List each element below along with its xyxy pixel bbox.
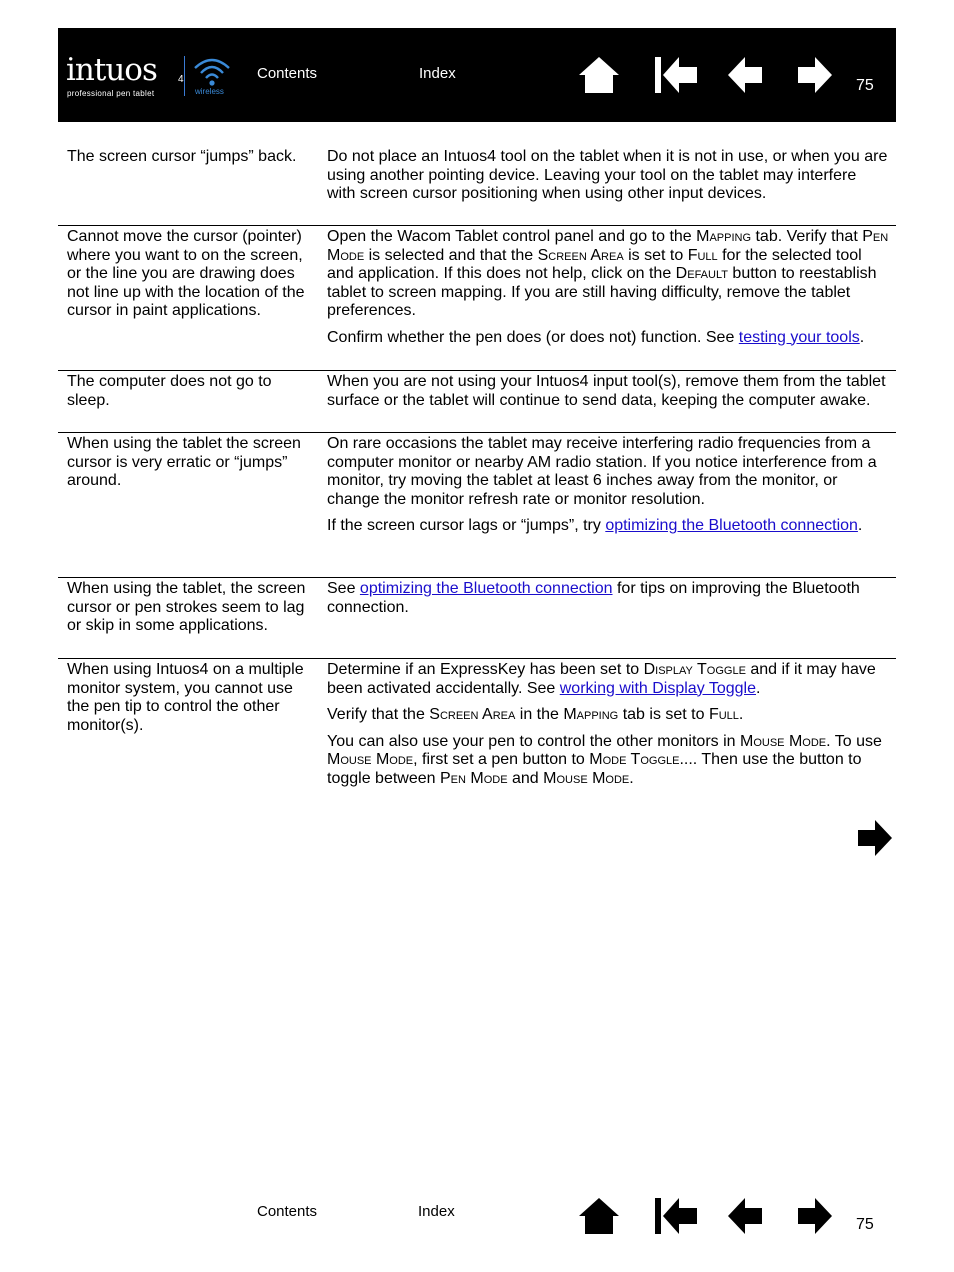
solution-text: See optimizing the Bluetooth connection for tips on improving the Bluetooth connection. — [327, 580, 860, 616]
footer-first-page-icon[interactable] — [654, 1197, 698, 1235]
ui-term: Full — [687, 246, 718, 264]
ui-term: Full — [708, 706, 739, 723]
solution-text: On rare occasions the tablet may receive interfering radio frequencies from a computer monitor or nearby AM radio station. If you notice interference from a monitor, try moving the tablet at least 6 inches away from the monitor, or change the monitor refresh rate or monitor resolution. — [327, 435, 877, 508]
ui-term: Mode Toggle... — [589, 751, 693, 768]
problem-cell: The computer does not go to sleep. — [67, 373, 272, 409]
problem-cell: When using Intuos4 on a multiple monitor system, you cannot use the pen tip to control the other monitor(s). — [67, 661, 304, 734]
solution-text: Determine if an ExpressKey has been set to Display Toggle and if it may have been activated accidentally. See working with Display Toggle. — [327, 661, 876, 697]
solution-cell — [327, 228, 889, 355]
solution-text: Open the Wacom Tablet control panel and go to the Mapping tab. Verify that Pen Mode is selected and that the Screen Area is set to Full for the selected tool and application. If this does not help, click on the Default button to reestablish tablet to screen mapping. If you are still having difficulty, remove the tablet preferences. — [327, 228, 889, 319]
solution-text: You can also use your pen to control the other monitors in Mouse Mode. To use Mouse Mode, first set a pen button to Mode Toggle.... Then use the button to toggle between Pen Mode and Mouse Mode. — [327, 732, 882, 787]
footer-previous-page-icon[interactable] — [727, 1197, 763, 1235]
ui-term: Mouse Mode — [740, 732, 827, 750]
footer-next-page-icon[interactable] — [797, 1197, 833, 1235]
table-row — [58, 659, 896, 809]
table-row — [58, 371, 896, 433]
footer-page-number: 75 — [856, 1216, 874, 1233]
optimizing-bluetooth-link[interactable]: optimizing the Bluetooth connection — [605, 517, 858, 534]
table-row — [58, 578, 896, 659]
footer-contents-link[interactable]: Contents — [257, 1203, 318, 1220]
home-icon[interactable] — [578, 56, 620, 94]
solution-text: Do not place an Intuos4 tool on the tablet when it is not in use, or when you are using another pointing device. Leaving your tool on the tablet may interfere with screen cursor positioning when using other input devices. — [327, 148, 888, 202]
solution-cell — [327, 661, 889, 796]
problem-cell: When using the tablet the screen cursor is very erratic or “jumps” around. — [67, 435, 301, 489]
header-bar — [58, 28, 896, 122]
table-row — [58, 433, 896, 578]
ui-term: Screen Area — [429, 706, 516, 723]
ui-term: Mapping — [696, 228, 752, 245]
footer-index-link[interactable]: Index — [418, 1203, 455, 1220]
ui-term: Pen Mode — [327, 228, 889, 264]
previous-page-icon[interactable] — [727, 56, 763, 94]
problem-cell: The screen cursor “jumps” back. — [67, 148, 297, 165]
ui-term: Default — [675, 265, 728, 282]
display-toggle-link[interactable]: working with Display Toggle — [559, 679, 756, 697]
ui-term: Pen Mode — [439, 769, 508, 787]
problem-cell: Cannot move the cursor (pointer) where you want to on the screen, or the line you are drawing does not line up with the location of the cursor in paint applications. — [67, 228, 305, 319]
continue-arrow-icon[interactable] — [857, 819, 893, 857]
intuos-logo — [66, 52, 184, 98]
logo-suffix: 4 — [178, 74, 184, 85]
wireless-icon — [192, 54, 232, 88]
logo-divider — [184, 56, 185, 96]
solution-text: When you are not using your Intuos4 input tool(s), remove them from the tablet surface or the tablet will continue to send data, keeping the computer awake. — [327, 373, 886, 409]
index-link[interactable]: Index — [419, 65, 456, 82]
testing-tools-link[interactable]: testing your tools — [738, 328, 860, 346]
ui-term: Mapping — [563, 706, 619, 723]
solution-cell — [327, 580, 889, 625]
next-page-icon[interactable] — [797, 56, 833, 94]
logo-wordmark: intuos — [66, 52, 157, 88]
contents-link[interactable]: Contents — [257, 65, 318, 82]
solution-text: Verify that the Screen Area in the Mapping tab is set to Full. — [327, 706, 744, 723]
solution-cell — [327, 435, 889, 544]
first-page-icon[interactable] — [654, 56, 698, 94]
wireless-label: wireless — [195, 87, 224, 96]
ui-term: Display Toggle — [643, 661, 746, 678]
solution-cell — [327, 148, 889, 212]
ui-term: Mouse Mode — [327, 751, 414, 768]
footer-home-icon[interactable] — [578, 1197, 620, 1235]
ui-term: Screen Area — [537, 246, 624, 264]
table-row — [58, 226, 896, 371]
solution-cell — [327, 373, 889, 418]
problem-cell: When using the tablet, the screen cursor or pen strokes seem to lag or skip in some applications. — [67, 580, 306, 634]
solution-text: Confirm whether the pen does (or does not) function. See testing your tools. — [327, 328, 865, 346]
ui-term: Mouse Mode — [543, 769, 630, 787]
optimizing-bluetooth-link[interactable]: optimizing the Bluetooth connection — [359, 580, 613, 597]
solution-text: If the screen cursor lags or “jumps”, try optimizing the Bluetooth connection. — [327, 517, 863, 534]
table-row — [58, 146, 896, 226]
page-number: 75 — [856, 77, 874, 94]
logo-subtitle: professional pen tablet — [67, 89, 155, 98]
